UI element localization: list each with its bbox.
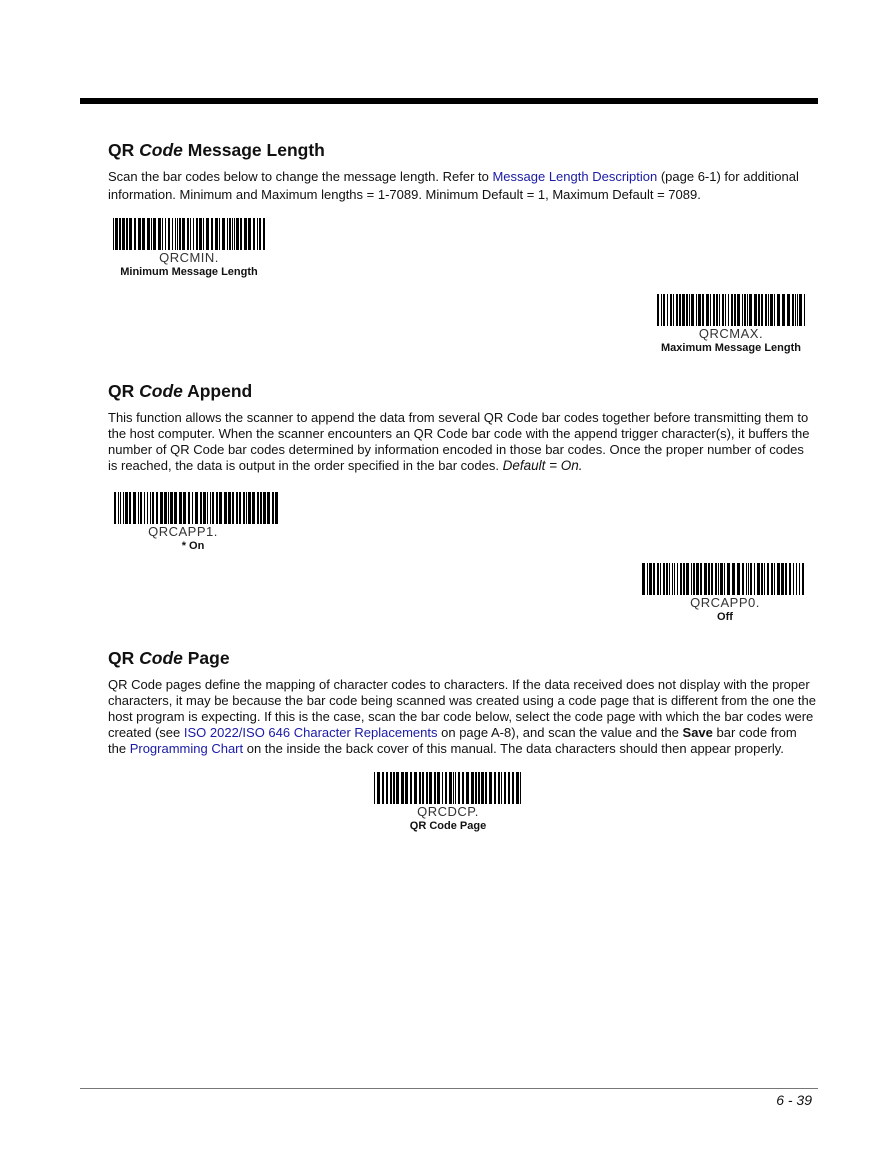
barcode-bar [770,294,773,326]
barcode-bar [728,294,729,326]
barcode-bar [774,563,775,595]
barcode-code-text: QRCMIN. [159,250,219,265]
barcode-bar [787,294,790,326]
barcode-bar [243,492,245,524]
section-title-message-length: QR Code Message Length [108,140,325,160]
barcode-bar [200,492,202,524]
barcode-bar [660,563,661,595]
barcode-bar [422,772,424,804]
barcode-bar [119,218,121,250]
barcode-bar [767,563,769,595]
barcode-bar [182,218,185,250]
barcode-bar [207,492,208,524]
barcode-bar [686,563,689,595]
barcode-bar [382,772,384,804]
barcode-bar [789,563,791,595]
barcode-bar [680,563,682,595]
barcode-bar [449,772,452,804]
barcode-bar [754,563,755,595]
barcode-bar [120,492,121,524]
barcode-qrcdcp[interactable] [368,772,528,833]
barcode-bar [203,492,206,524]
barcode-bar [212,492,214,524]
barcode-bar [774,294,775,326]
barcode-bar [229,218,231,250]
barcode-bar [691,563,692,595]
barcode-bar [122,218,125,250]
barcode-bar [799,294,802,326]
barcode-bar [747,294,748,326]
barcode-bar [195,492,198,524]
barcode-bar [698,294,701,326]
barcode-bar [153,218,156,250]
barcode-bar [693,563,695,595]
barcode-bar [170,492,173,524]
barcode-caption: QR Code Page [409,820,487,832]
barcode-bar [168,492,169,524]
barcode-bar [179,492,182,524]
barcode-bar [512,772,514,804]
barcode-bar [183,492,186,524]
barcode-bar [160,492,163,524]
barcode-bar [782,294,785,326]
barcode-bar [152,492,154,524]
barcode-bar [165,218,166,250]
barcode-bar [142,218,145,250]
barcode-bar [445,772,447,804]
barcode-bar [113,218,114,250]
barcode-bar [642,563,645,595]
message-length-description-link[interactable]: Message Length Description [492,169,658,184]
barcode-bar [673,294,674,326]
barcode-bar [248,218,251,250]
barcode-bar [683,563,685,595]
barcode-bar [187,218,189,250]
barcode-bar [455,772,456,804]
barcode-caption: Maximum Message Length [661,342,801,354]
barcode-bar [795,294,796,326]
barcode-bar [727,563,730,595]
barcode-bar [253,218,255,250]
barcode-bar [405,772,408,804]
barcode-bar [162,218,163,250]
barcode-bar [713,294,715,326]
barcode-bar [222,218,225,250]
barcode-caption: * On [181,540,205,552]
barcode-qrcapp0[interactable] [640,563,810,624]
barcode-bar [248,492,251,524]
barcode-bar [190,218,191,250]
barcode-bar [257,218,258,250]
barcode-bar [719,294,720,326]
barcode-bar [485,772,487,804]
barcode-bar [686,294,688,326]
iso-character-replacements-link[interactable]: ISO 2022/ISO 646 Character Replacements [183,725,438,740]
barcode-bar [244,218,247,250]
barcode-bar [164,492,167,524]
barcode-bar [129,492,131,524]
barcode-bar [138,492,139,524]
barcode-bar [478,772,480,804]
barcode-bar [777,563,780,595]
barcode-bar [172,218,173,250]
barcode-code-text: QRCAPP1. [148,524,218,539]
barcode-qrcmax[interactable] [650,294,812,355]
barcode-bar [215,218,218,250]
barcode-bar [466,772,469,804]
barcode-bar [667,294,668,326]
barcode-bar [744,294,746,326]
barcode-bar [765,294,767,326]
barcode-bar [179,218,181,250]
barcode-bar [804,294,805,326]
message-length-description: Scan the bar codes below to change the message length. Refer to Message Length Description (page 6-1) for additional information. Minimum and Maximum lengths = 1-7089. Minimum Default = 1, Maximum Default = 7089. [108,169,799,202]
barcode-bar [442,772,443,804]
barcode-bar [746,563,747,595]
barcode-bar [761,294,763,326]
barcode-bar [711,563,713,595]
barcode-bar [414,772,417,804]
barcode-bar [458,772,460,804]
barcode-bar [252,492,255,524]
barcode-bar [227,218,228,250]
barcode-bar [257,492,259,524]
barcode-bar [216,492,218,524]
barcode-bar [691,294,694,326]
barcode-bar [147,492,148,524]
barcode-bar [196,218,198,250]
barcode-bar [239,492,241,524]
barcode-bar [168,218,170,250]
barcode-bar [757,563,760,595]
barcode-bar [240,218,242,250]
barcode-bars [114,492,280,524]
barcode-bar [785,563,787,595]
barcode-bar [661,294,662,326]
barcode-bar [706,294,709,326]
barcode-bar [666,563,668,595]
barcode-bar [150,492,151,524]
barcode-qrcapp1[interactable] [112,492,282,553]
barcode-bar [232,492,234,524]
barcode-bars [113,218,265,250]
programming-chart-link[interactable]: Programming Chart [129,741,244,756]
barcode-bar [676,294,678,326]
barcode-bar [722,294,724,326]
barcode-bar [494,772,496,804]
barcode-bar [737,294,740,326]
barcode-bar [682,294,685,326]
barcode-bar [434,772,436,804]
footer-rule [80,1088,818,1089]
barcode-bar [386,772,388,804]
barcode-bar [267,492,270,524]
barcode-bar [732,563,735,595]
barcode-bar [188,492,190,524]
barcode-bar [211,218,213,250]
barcode-bar [702,294,704,326]
barcode-bar [768,294,769,326]
barcode-bar [797,294,798,326]
barcode-bar [669,563,670,595]
barcode-bar [679,294,681,326]
barcode-bar [670,294,672,326]
barcode-bar [734,294,736,326]
barcode-bars [374,772,522,804]
barcode-bar [140,492,142,524]
barcode-bar [704,563,707,595]
barcode-bar [498,772,500,804]
barcode-bar [147,218,150,250]
barcode-bar [126,218,128,250]
barcode-bar [396,772,399,804]
barcode-bar [742,563,744,595]
barcode-code-text: QRCAPP0. [690,595,760,610]
barcode-bar [508,772,510,804]
barcode-bar [754,294,757,326]
barcode-bar [129,218,132,250]
barcode-bar [749,294,752,326]
barcode-bar [649,563,652,595]
barcode-bar [708,563,710,595]
barcode-bar [236,492,238,524]
barcode-bar [426,772,428,804]
barcode-bar [203,218,204,250]
barcode-bar [219,492,222,524]
barcode-bar [234,218,235,250]
barcode-bar [419,772,421,804]
barcode-bar [118,492,119,524]
barcode-bar [260,492,262,524]
barcode-bar [437,772,440,804]
barcode-bar [453,772,454,804]
barcode-bar [750,563,752,595]
barcode-bar [481,772,484,804]
barcode-bar [236,218,239,250]
barcode-bar [138,218,141,250]
barcode-bar [501,772,502,804]
barcode-bar [115,218,118,250]
barcode-bar [777,294,780,326]
barcode-bar [771,563,773,595]
barcode-bar [716,294,718,326]
barcode-bar [151,218,152,250]
barcode-qrcmin[interactable] [110,218,268,279]
barcode-bar [275,492,278,524]
barcode-bar [489,772,492,804]
barcode-bar [696,563,699,595]
barcode-bar [677,563,678,595]
barcode-bar [657,294,659,326]
barcode-bar [731,294,733,326]
barcode-bar [781,563,784,595]
header-rule [80,98,818,104]
barcode-bar [156,492,158,524]
barcode-bar [114,492,116,524]
section-title-append: QR Code Append [108,381,253,401]
barcode-bar [653,563,655,595]
barcode-bar [410,772,412,804]
barcode-bar [742,294,743,326]
barcode-bar [192,492,193,524]
barcode-bar [144,492,145,524]
barcode-bar [401,772,404,804]
barcode-bar [193,218,194,250]
barcode-caption: Minimum Message Length [120,266,258,278]
barcode-bar [263,492,266,524]
barcode-bar [272,492,274,524]
barcode-bar [125,492,128,524]
barcode-code-text: QRCMAX. [698,326,764,341]
barcode-bar [246,492,247,524]
barcode-bar [374,772,375,804]
barcode-bar [792,294,794,326]
code-page-description: QR Code pages define the mapping of character codes to characters. If the data received does not display with the proper characters, it may be because the bar code being scanned was created using a code page that is different from the one the host program is expecting. If this is the case, scan the bar code below, select the code page with which the bar codes were created (see ISO 2022/ISO 646 Character Replacements on page A-8), and scan the value and the Save bar code from the Programming Chart on the inside the back cover of this manual. The data characters should then appear properly. [108,677,816,756]
barcode-bar [724,563,725,595]
barcode-bar [672,563,673,595]
barcode-bar [462,772,464,804]
barcode-bar [689,294,690,326]
barcode-caption: Off [717,611,733,623]
barcode-bar [471,772,474,804]
barcode-bars [657,294,805,326]
barcode-bars [642,563,808,595]
barcode-bar [720,563,723,595]
barcode-bar [799,563,800,595]
barcode-bar [228,492,231,524]
barcode-bar [475,772,477,804]
section-title-code-page: QR Code Page [108,648,230,668]
barcode-bar [390,772,392,804]
barcode-bar [696,294,697,326]
barcode-bar [175,218,176,250]
barcode-bar [393,772,395,804]
barcode-bar [520,772,521,804]
barcode-bar [715,563,717,595]
barcode-bar [758,294,760,326]
page-number: 6 - 39 [776,1092,812,1108]
barcode-bar [793,563,794,595]
barcode-code-text: QRCDCP. [417,804,479,819]
barcode-bar [206,218,209,250]
barcode-bar [210,492,211,524]
barcode-bar [700,563,702,595]
barcode-bar [674,563,675,595]
barcode-bar [219,218,220,250]
barcode-bar [802,563,804,595]
barcode-bar [725,294,726,326]
barcode-bar [199,218,202,250]
barcode-bar [134,218,136,250]
barcode-bar [796,563,797,595]
barcode-bar [429,772,432,804]
barcode-bar [232,218,233,250]
barcode-bar [133,492,136,524]
append-description: This function allows the scanner to append the data from several QR Code bar codes together before transmitting them to the host computer. When the scanner encounters an QR Code bar code with the append trigger character(s), it buffers the number of QR Code bar codes determined by information encoded in those bar codes. Once the proper number of codes is reached, the data is output in the order specified in the bar codes. Default = On. [108,410,810,473]
barcode-bar [377,772,380,804]
barcode-bar [710,294,711,326]
barcode-bar [123,492,124,524]
barcode-bar [761,563,763,595]
barcode-bar [224,492,227,524]
barcode-bar [647,563,648,595]
barcode-bar [737,563,740,595]
barcode-bar [174,492,177,524]
barcode-bar [718,563,719,595]
barcode-bar [263,218,265,250]
barcode-bar [158,218,161,250]
barcode-bar [663,563,665,595]
barcode-bar [657,563,659,595]
barcode-bar [504,772,506,804]
barcode-bar [663,294,665,326]
barcode-bar [748,563,749,595]
barcode-bar [516,772,519,804]
barcode-bar [177,218,178,250]
barcode-bar [764,563,765,595]
barcode-bar [259,218,261,250]
